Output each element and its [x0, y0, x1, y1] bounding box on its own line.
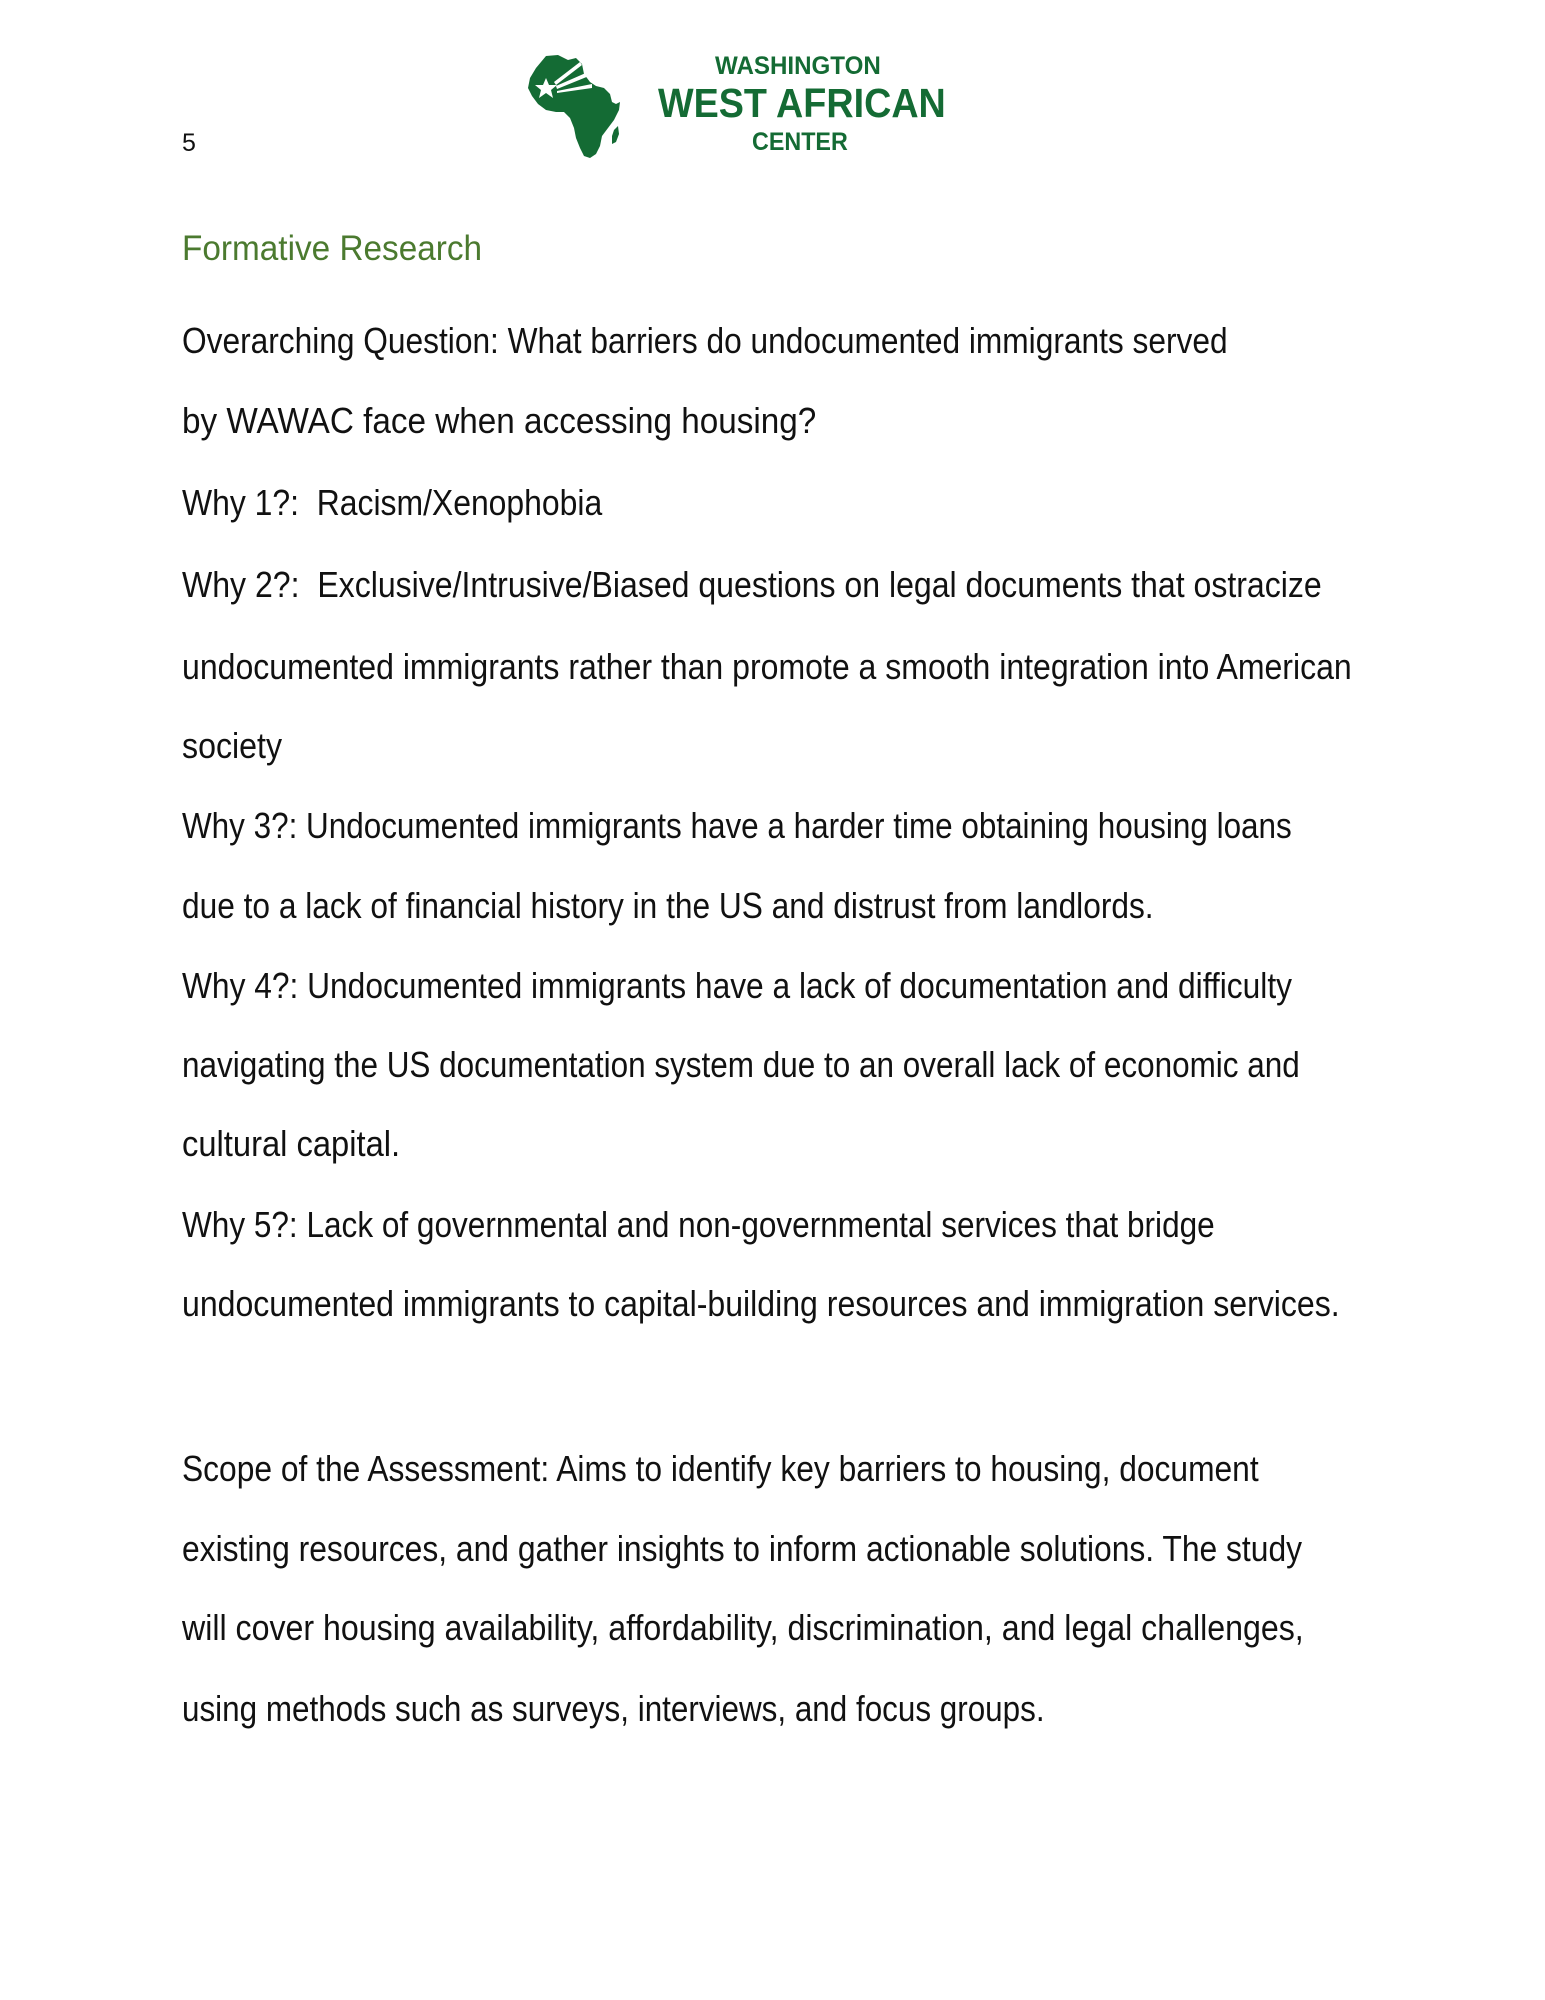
logo-line-center: CENTER	[752, 128, 848, 156]
why-5-line: Why 5?: Lack of governmental and non-governmental services that bridge	[182, 1204, 1215, 1245]
why-4-line: Why 4?: Undocumented immigrants have a lack of documentation and difficulty	[182, 965, 1292, 1006]
why-2-line: society	[182, 725, 283, 766]
why-2-line: undocumented immigrants rather than promote a smooth integration into American	[182, 646, 1352, 687]
why-5-line: undocumented immigrants to capital-building resources and immigration services.	[182, 1283, 1340, 1324]
africa-star-icon	[524, 52, 624, 162]
page-number: 5	[182, 129, 196, 157]
overarching-question-line: Overarching Question: What barriers do undocumented immigrants served	[182, 320, 1228, 361]
logo-line-west-african: WEST AFRICAN	[658, 80, 946, 126]
scope-line: existing resources, and gather insights to inform actionable solutions. The study	[182, 1528, 1303, 1569]
overarching-question-line: by WAWAC face when accessing housing?	[182, 400, 817, 441]
scope-line: will cover housing availability, affordability, discrimination, and legal challenges,	[182, 1607, 1304, 1648]
scope-line: using methods such as surveys, interviews, and focus groups.	[182, 1688, 1045, 1729]
why-3-line: due to a lack of financial history in the US and distrust from landlords.	[182, 885, 1154, 926]
why-1-line: Why 1?: Racism/Xenophobia	[182, 482, 603, 523]
why-4-line: navigating the US documentation system due to an overall lack of economic and	[182, 1044, 1300, 1085]
why-4-line: cultural capital.	[182, 1123, 401, 1164]
why-2-line: Why 2?: Exclusive/Intrusive/Biased questions on legal documents that ostracize	[182, 564, 1322, 605]
organization-logo	[524, 52, 949, 162]
why-3-line: Why 3?: Undocumented immigrants have a harder time obtaining housing loans	[182, 805, 1292, 846]
logo-line-washington: WASHINGTON	[715, 52, 881, 80]
section-heading: Formative Research	[182, 229, 483, 268]
scope-line: Scope of the Assessment: Aims to identify key barriers to housing, document	[182, 1448, 1259, 1489]
